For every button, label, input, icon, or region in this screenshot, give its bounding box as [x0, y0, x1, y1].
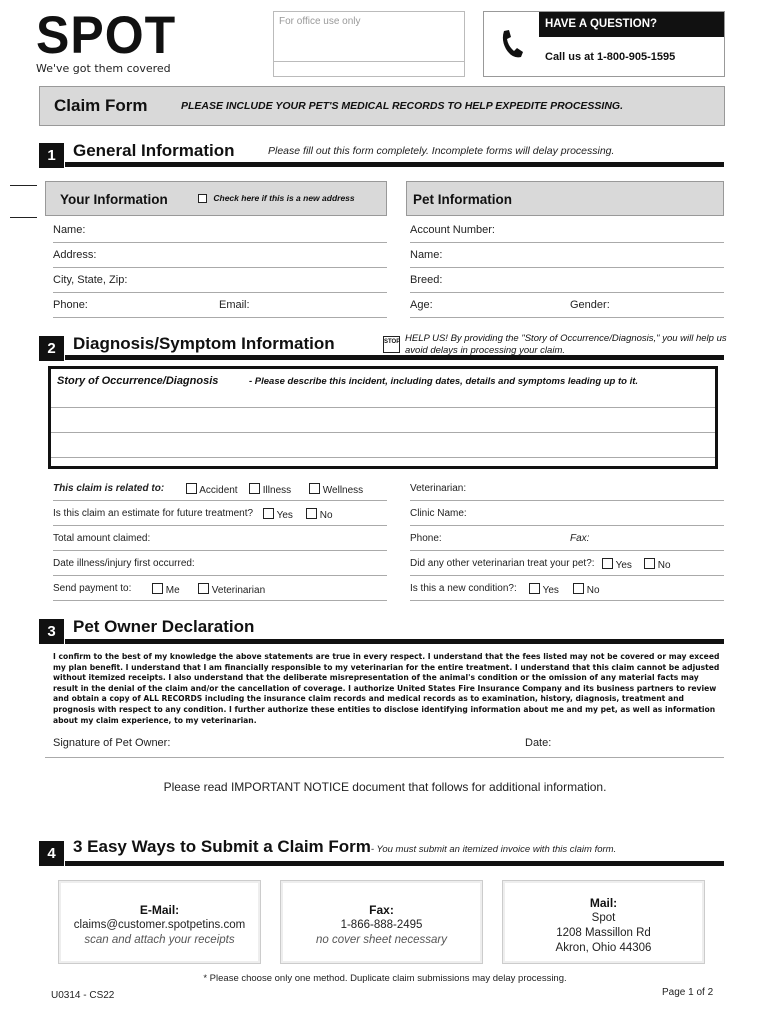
- date-label: Date:: [525, 737, 552, 749]
- owner-email-label: Email:: [219, 299, 250, 311]
- claim-form-title: Claim Form: [54, 96, 148, 115]
- pet-name-label: Name:: [410, 249, 443, 261]
- new-condition-row: [410, 576, 724, 601]
- estimate-no-checkbox[interactable]: [306, 508, 317, 519]
- mail-method-box: [502, 880, 705, 964]
- your-information-header: [45, 181, 387, 216]
- section-4-heading: [73, 837, 616, 857]
- claim-details-left: [53, 476, 387, 601]
- new-condition-no-checkbox[interactable]: [573, 583, 584, 594]
- wellness-checkbox[interactable]: [309, 483, 320, 494]
- owner-phone-label: Phone:: [53, 299, 88, 311]
- total-amount-field[interactable]: [53, 526, 387, 551]
- owner-city-field[interactable]: [53, 268, 387, 293]
- email-address[interactable]: claims@customer.spotpetins.com: [73, 919, 246, 931]
- form-code: U0314 - CS22: [51, 990, 115, 1001]
- owner-name-label: Name:: [53, 224, 86, 236]
- send-payment-label: Send payment to:: [53, 583, 132, 594]
- age-gender-field[interactable]: [410, 293, 724, 318]
- claim-related-label: This claim is related to:: [53, 483, 165, 494]
- wellness-option[interactable]: Wellness: [309, 483, 363, 496]
- page-number: Page 1 of 2: [662, 987, 714, 998]
- pet-name-field[interactable]: [410, 243, 724, 268]
- your-info-fields: [53, 218, 387, 318]
- new-condition-label: Is this a new condition?:: [410, 583, 517, 594]
- section-3-number: 3: [39, 619, 64, 644]
- new-condition-yes-option[interactable]: Yes: [529, 583, 559, 596]
- question-phone: Call us at 1-800-905-1595: [545, 51, 676, 63]
- pay-vet-checkbox[interactable]: [198, 583, 209, 594]
- claim-form-subtitle: PLEASE INCLUDE YOUR PET'S MEDICAL RECORDS TO HELP EXPEDITE PROCESSING.: [181, 100, 624, 112]
- section-1-rule: [65, 162, 724, 167]
- other-vet-no-option[interactable]: No: [644, 558, 671, 571]
- veterinarian-field[interactable]: [410, 476, 724, 501]
- your-information-title: Your Information: [60, 192, 168, 207]
- declaration-text: I confirm to the best of my knowledge the above statements are true in every respect. I understand that the fees listed may not be covered or may exceed my plan benefit. I understand that I am financially responsible to my veterinarian for the entire treatment. I understand that this claim cannot be adjusted without itemized receipts. I also understand that the deliberate misrepresentation of the animal's condition or the omission of any material facts may result in the denial of the claim and/or the cancellation of coverage. I authorize United States Fire Insurance Company and its business partners to review and obtain a copy of ALL RECORDS including the insurance claim records and medical records as to examination, history, diagnosis, treatment and prognosis with respect to any condition. I further authorize these entities to disclose identifying information about me and my pet, as well as information about my claim experience, to my veterinarian.: [53, 652, 720, 725]
- accident-checkbox[interactable]: [186, 483, 197, 494]
- mail-line-3: Akron, Ohio 44306: [555, 942, 652, 954]
- office-use-label: For office use only: [279, 16, 361, 27]
- owner-phone-email-field[interactable]: [53, 293, 387, 318]
- new-condition-yes-checkbox[interactable]: [529, 583, 540, 594]
- claim-details-right: [410, 476, 724, 601]
- estimate-yes-checkbox[interactable]: [263, 508, 274, 519]
- question-title: HAVE A QUESTION?: [539, 12, 724, 37]
- mail-method-title: Mail:: [589, 896, 618, 910]
- side-mark: [10, 185, 37, 186]
- age-label: Age:: [410, 299, 433, 311]
- email-method-title: E-Mail:: [139, 903, 180, 917]
- clinic-name-label: Clinic Name:: [410, 508, 467, 519]
- pet-information-title: Pet Information: [413, 192, 513, 207]
- new-address-label: Check here if this is a new address: [213, 193, 355, 203]
- new-address-option: [198, 193, 355, 203]
- email-method-box: [58, 880, 261, 964]
- estimate-yes-option[interactable]: Yes: [263, 508, 293, 521]
- section-4-number: 4: [39, 841, 64, 866]
- fax-method-box: [280, 880, 483, 964]
- story-box[interactable]: [48, 366, 718, 469]
- claim-related-row: [53, 476, 387, 501]
- mail-line-1: Spot: [591, 912, 616, 924]
- fax-method-title: Fax:: [369, 903, 394, 917]
- other-vet-row: [410, 551, 724, 576]
- stop-icon: STOP: [383, 336, 400, 353]
- section-1-number: 1: [39, 143, 64, 168]
- total-amount-label: Total amount claimed:: [53, 533, 151, 544]
- claim-form-bar: [39, 86, 725, 126]
- estimate-no-option[interactable]: No: [306, 508, 333, 521]
- section-3-title: Pet Owner Declaration: [73, 617, 255, 636]
- pay-vet-option[interactable]: Veterinarian: [198, 583, 265, 596]
- veterinarian-label: Veterinarian:: [410, 483, 467, 494]
- fax-number: 1-866-888-2495: [340, 919, 423, 931]
- story-description: - Please describe this incident, including dates, details and symptoms leading up to it.: [249, 376, 639, 387]
- new-address-checkbox[interactable]: [198, 194, 207, 203]
- fax-method-note: no cover sheet necessary: [315, 934, 448, 946]
- help-note: [381, 333, 731, 357]
- section-4-title: 3 Easy Ways to Submit a Claim Form: [73, 837, 371, 856]
- logo-tagline: We've got them covered: [36, 62, 171, 75]
- gender-label: Gender:: [570, 299, 610, 311]
- mail-line-2: 1208 Massillon Rd: [556, 927, 651, 939]
- help-text: HELP US! By providing the "Story of Occurrence/Diagnosis," you will help us avoid delays in processing your claim.: [405, 333, 727, 356]
- section-4-rule: [65, 861, 724, 866]
- send-payment-row: [53, 576, 387, 601]
- date-first-field[interactable]: [53, 551, 387, 576]
- account-number-field[interactable]: [410, 218, 724, 243]
- owner-city-label: City, State, Zip:: [53, 274, 128, 286]
- logo-text: SPOT: [36, 5, 177, 65]
- email-method-note: scan and attach your receipts: [84, 934, 235, 946]
- important-notice: Please read IMPORTANT NOTICE document that follows for additional information.: [163, 780, 607, 794]
- signature-label: Signature of Pet Owner:: [53, 737, 171, 749]
- breed-field[interactable]: [410, 268, 724, 293]
- new-condition-no-option[interactable]: No: [573, 583, 600, 596]
- illness-option[interactable]: Illness: [249, 483, 291, 496]
- section-2-title: Diagnosis/Symptom Information: [73, 334, 335, 353]
- pet-information-header: [406, 181, 724, 216]
- owner-name-field[interactable]: [53, 218, 387, 243]
- estimate-label: Is this claim an estimate for future treatment?: [53, 508, 254, 519]
- vet-phone-label: Phone:: [410, 533, 442, 544]
- date-first-label: Date illness/injury first occurred:: [53, 558, 195, 569]
- office-use-box: [273, 11, 465, 77]
- estimate-row: [53, 501, 387, 526]
- side-mark: [10, 217, 37, 218]
- spot-logo: [36, 5, 186, 75]
- other-vet-no-checkbox[interactable]: [644, 558, 655, 569]
- owner-address-label: Address:: [53, 249, 97, 261]
- vet-phone-fax-field[interactable]: [410, 526, 724, 551]
- phone-icon: [484, 12, 539, 76]
- section-1-note: Please fill out this form completely. Incomplete forms will delay processing.: [268, 145, 615, 157]
- question-box: [483, 11, 725, 77]
- vet-fax-label: Fax:: [570, 533, 590, 544]
- section-1-title: General Information: [73, 141, 235, 160]
- pay-me-option[interactable]: Me: [152, 583, 180, 596]
- section-2-number: 2: [39, 336, 64, 361]
- breed-label: Breed:: [410, 274, 443, 286]
- pay-me-checkbox[interactable]: [152, 583, 163, 594]
- other-vet-yes-checkbox[interactable]: [602, 558, 613, 569]
- signature-row[interactable]: [45, 734, 724, 758]
- other-vet-yes-option[interactable]: Yes: [602, 558, 632, 571]
- submission-footnote: * Please choose only one method. Duplicate claim submissions may delay processing.: [203, 973, 567, 984]
- illness-checkbox[interactable]: [249, 483, 260, 494]
- story-title: Story of Occurrence/Diagnosis: [57, 375, 219, 387]
- pet-info-fields: [410, 218, 724, 318]
- section-3-rule: [65, 639, 724, 644]
- owner-address-field[interactable]: [53, 243, 387, 268]
- accident-option[interactable]: Accident: [186, 483, 238, 496]
- other-vet-label: Did any other veterinarian treat your pet?:: [410, 558, 595, 569]
- section-4-note: - You must submit an itemized invoice with this claim form.: [370, 844, 617, 855]
- account-number-label: Account Number:: [410, 224, 495, 236]
- clinic-name-field[interactable]: [410, 501, 724, 526]
